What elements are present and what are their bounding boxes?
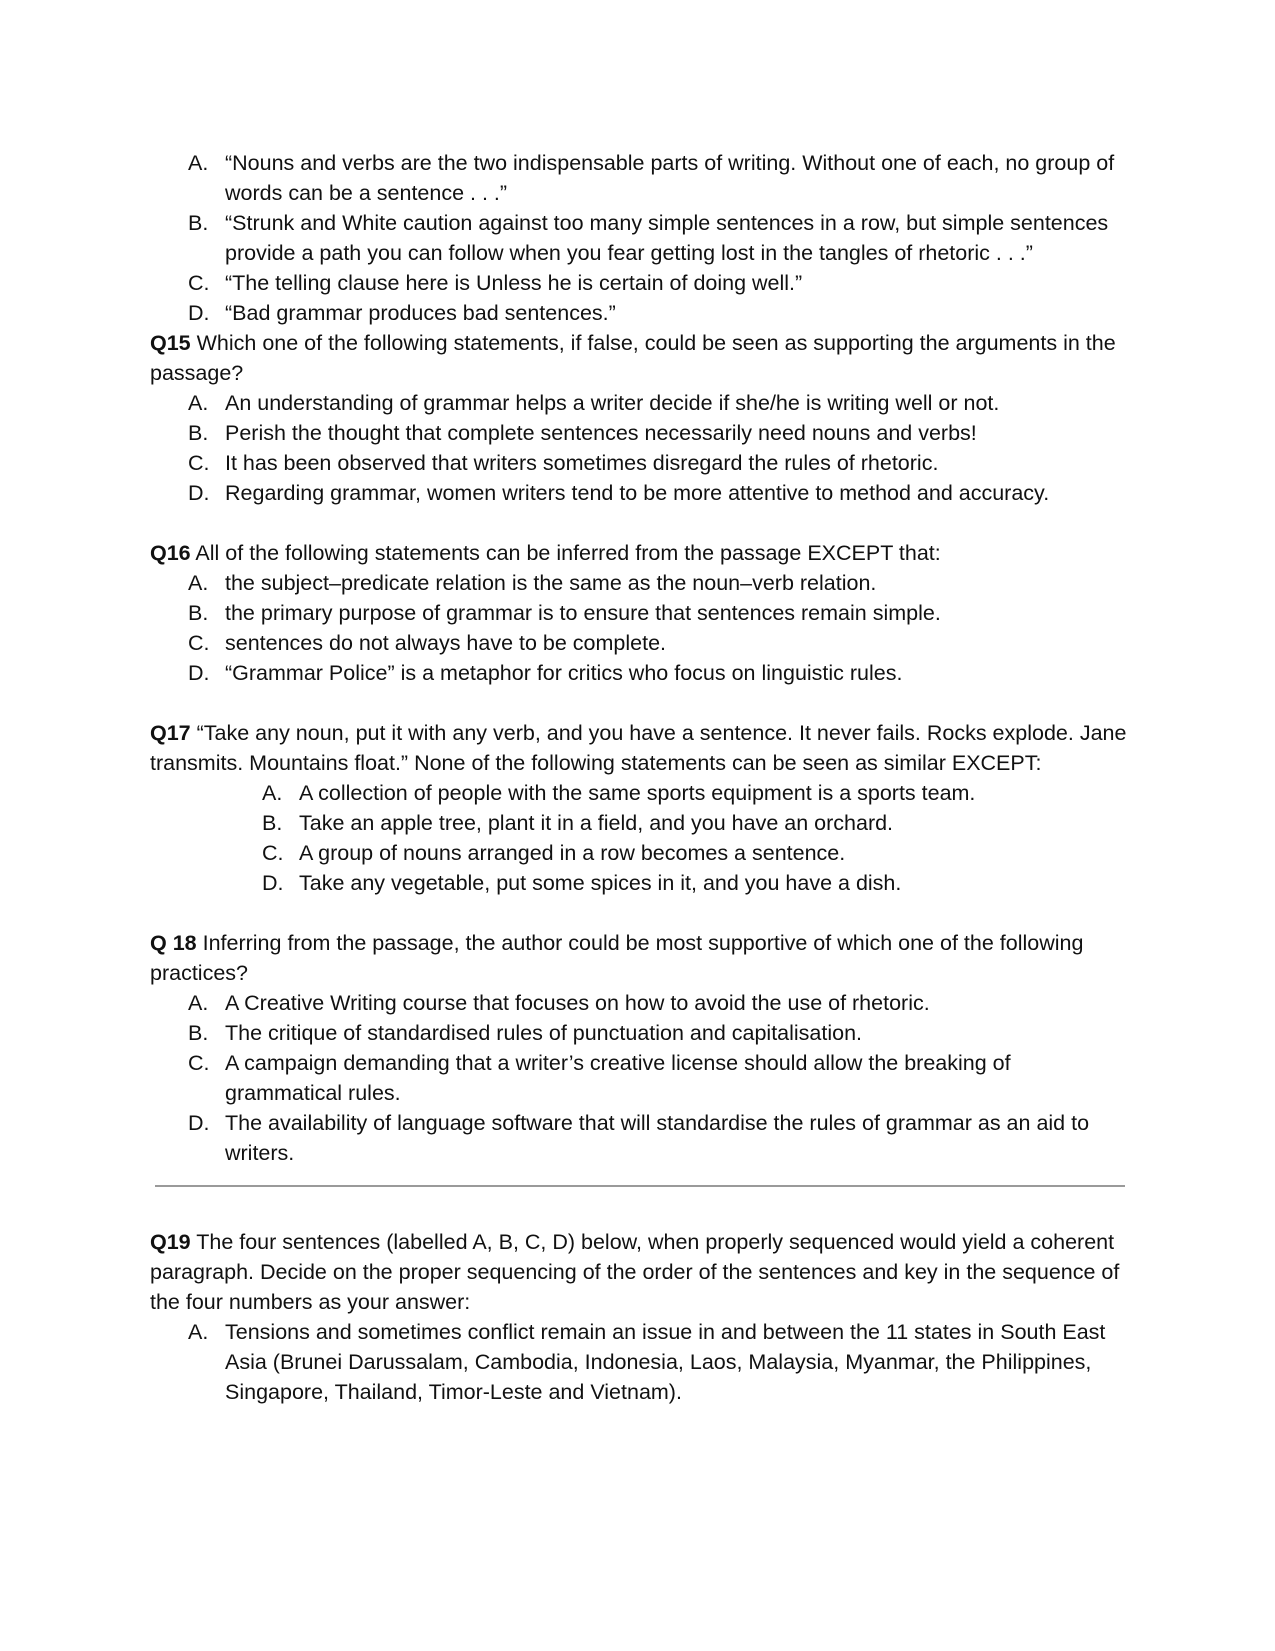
option-letter: A. [188,391,209,415]
option-text: “The telling clause here is Unless he is certain of doing well.” [225,271,803,295]
question-text: “Take any noun, put it with any verb, and you have a sentence. It never fails. Rocks explode. Jane transmits. Mountains float.” None of the following statements can be seen as similar EXCEPT: [150,721,1127,775]
question-19-stem [150,1227,1130,1317]
option-text: “Nouns and verbs are the two indispensable parts of writing. Without one of each, no group of words can be a sentence . . .” [225,151,1115,205]
question-number: Q17 [150,721,191,745]
option-letter: B. [188,421,209,445]
question-14-continued [150,148,1130,328]
option-letter: D. [262,871,284,895]
option-letter: C. [188,271,210,295]
question-16-stem [150,538,1130,568]
option-letter: A. [188,571,209,595]
option-text: “Bad grammar produces bad sentences.” [225,301,616,325]
question-17-stem [150,718,1130,778]
option-letter: D. [188,661,210,685]
option-letter: C. [188,1051,210,1075]
q18-option-d [188,1108,1130,1168]
question-number: Q 18 [150,931,197,955]
option-letter: A. [262,781,283,805]
q14-option-c [188,268,1130,298]
q17-option-b [262,808,1130,838]
q17-option-d [262,868,1130,898]
option-letter: C. [188,631,210,655]
option-letter: B. [188,211,209,235]
question-number: Q15 [150,331,191,355]
spacer [150,508,1130,538]
q14-option-a [188,148,1130,208]
option-text: Take any vegetable, put some spices in it, and you have a dish. [299,871,902,895]
option-letter: D. [188,481,210,505]
q18-options [150,988,1130,1168]
q18-option-b [188,1018,1130,1048]
question-15-stem [150,328,1130,388]
option-text: “Grammar Police” is a metaphor for critics who focus on linguistic rules. [225,661,903,685]
question-text: The four sentences (labelled A, B, C, D) below, when properly sequenced would yield a coherent paragraph. Decide on the proper sequencing of the order of the sentences and key in the sequence of the four numbers as your answer: [150,1230,1120,1314]
question-17 [150,718,1130,898]
option-text: It has been observed that writers sometimes disregard the rules of rhetoric. [225,451,939,475]
option-text: the subject–predicate relation is the same as the noun–verb relation. [225,571,877,595]
question-text: All of the following statements can be inferred from the passage EXCEPT that: [190,541,941,565]
q16-option-d [188,658,1130,688]
document-page [150,148,1130,1407]
option-text: A group of nouns arranged in a row becomes a sentence. [299,841,846,865]
option-text: A campaign demanding that a writer’s creative license should allow the breaking of grammatical rules. [225,1051,1011,1105]
spacer [150,898,1130,928]
question-15 [150,328,1130,508]
option-letter: A. [188,991,209,1015]
question-number: Q19 [150,1230,191,1254]
option-letter: A. [188,1320,209,1344]
question-number: Q16 [150,541,191,565]
option-text: sentences do not always have to be complete. [225,631,667,655]
option-letter: B. [188,601,209,625]
q16-option-b [188,598,1130,628]
option-text: The availability of language software that will standardise the rules of grammar as an aid to writers. [225,1111,1090,1165]
question-18-stem [150,928,1130,988]
question-19 [150,1227,1130,1407]
option-letter: D. [188,1111,210,1135]
option-text: A collection of people with the same sports equipment is a sports team. [299,781,976,805]
q16-option-a [188,568,1130,598]
q15-options [150,388,1130,508]
option-text: the primary purpose of grammar is to ensure that sentences remain simple. [225,601,941,625]
option-text: Tensions and sometimes conflict remain an issue in and between the 11 states in South East Asia (Brunei Darussalam, Cambodia, Indonesia, Laos, Malaysia, Myanmar, the Philippines, Singapore, Thailand, Timor-Leste and Vietnam). [225,1320,1106,1404]
q18-option-c [188,1048,1130,1108]
q15-option-d [188,478,1130,508]
q15-option-c [188,448,1130,478]
option-text: An understanding of grammar helps a writer decide if she/he is writing well or not. [225,391,1000,415]
option-text: Take an apple tree, plant it in a field, and you have an orchard. [299,811,894,835]
option-text: A Creative Writing course that focuses on how to avoid the use of rhetoric. [225,991,930,1015]
q15-option-a [188,388,1130,418]
option-text: “Strunk and White caution against too many simple sentences in a row, but simple sentences provide a path you can follow when you fear getting lost in the tangles of rhetoric . . .” [225,211,1109,265]
option-letter: B. [262,811,283,835]
q14-option-d [188,298,1130,328]
question-16 [150,538,1130,688]
q19-options [150,1317,1130,1407]
question-18 [150,928,1130,1168]
question-text: Inferring from the passage, the author could be most supportive of which one of the following practices? [150,931,1084,985]
q15-option-b [188,418,1130,448]
q16-option-c [188,628,1130,658]
spacer [150,688,1130,718]
q17-option-a [262,778,1130,808]
option-text: Regarding grammar, women writers tend to be more attentive to method and accuracy. [225,481,1050,505]
q17-option-c [262,838,1130,868]
horizontal-divider [155,1185,1125,1187]
option-text: Perish the thought that complete sentences necessarily need nouns and verbs! [225,421,977,445]
q18-option-a [188,988,1130,1018]
q16-options [150,568,1130,688]
option-letter: D. [188,301,210,325]
option-letter: B. [188,1021,209,1045]
option-letter: A. [188,151,209,175]
q14-options [150,148,1130,328]
q19-option-a [188,1317,1130,1407]
q14-option-b [188,208,1130,268]
option-letter: C. [188,451,210,475]
q17-options [150,778,1130,898]
option-letter: C. [262,841,284,865]
option-text: The critique of standardised rules of punctuation and capitalisation. [225,1021,863,1045]
question-text: Which one of the following statements, if false, could be seen as supporting the arguments in the passage? [150,331,1116,385]
